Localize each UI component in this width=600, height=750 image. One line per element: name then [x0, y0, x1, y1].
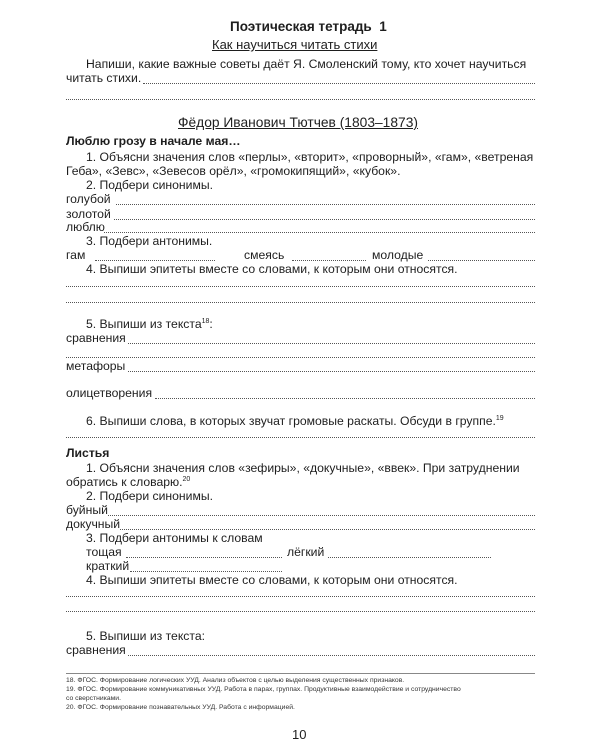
answer-line[interactable]	[66, 99, 535, 100]
section1-task4: 4. Выпиши эпитеты вместе со словами, к которым они относятся.	[86, 262, 458, 276]
footnote-ref: 19	[495, 415, 504, 422]
task5-colon: :	[209, 317, 213, 331]
answer-line[interactable]	[114, 219, 535, 220]
answer-line[interactable]	[66, 611, 535, 612]
section2-title: Листья	[66, 446, 110, 460]
section1-task3: 3. Подбери антонимы.	[86, 234, 213, 248]
antonym-word-kratky: краткий	[86, 559, 130, 573]
answer-line[interactable]	[128, 343, 535, 344]
title-text: Поэтическая тетрадь	[230, 19, 372, 34]
antonym-word-legky: лёгкий	[287, 545, 325, 559]
answer-line[interactable]	[120, 529, 535, 530]
antonym-word-1: гам	[66, 248, 86, 262]
footnote-19: 19. ФГОС. Формирование коммуникативных УУД. Работа в парах, группах. Продуктивные взаимодействие и сотрудничество	[66, 686, 461, 693]
section2-task1-line2	[66, 475, 190, 489]
intro-task-line1: Напиши, какие важные советы даёт Я. Смоленский тому, кто хочет научиться	[86, 57, 527, 71]
answer-line[interactable]	[143, 83, 535, 84]
answer-line[interactable]	[66, 357, 535, 358]
answer-line[interactable]	[104, 232, 535, 233]
answer-line[interactable]	[428, 260, 535, 261]
section1-task2: 2. Подбери синонимы.	[86, 178, 213, 192]
section1-task1-line2: Геба», «Зевс», «Зевесов орёл», «громокипящий», «кубок».	[66, 164, 401, 178]
task6-text: 6. Выпиши слова, в которых звучат громовые раскаты. Обсуди в группе.	[86, 414, 496, 428]
page-number: 10	[292, 727, 307, 742]
task1-line2-text: обратись к словарю.	[66, 475, 183, 489]
answer-line[interactable]	[95, 260, 215, 261]
antonym-word-toshchaya: тощая	[86, 545, 122, 559]
section2-task2: 2. Подбери синонимы.	[86, 489, 213, 503]
footnote-divider	[66, 673, 535, 674]
footnote-ref: 18	[201, 318, 210, 325]
title-number: 1	[379, 19, 387, 34]
answer-line[interactable]	[66, 302, 535, 303]
footnote-ref: 20	[182, 476, 191, 483]
antonym-word-3: молодые	[372, 248, 424, 262]
section1-task6	[86, 414, 504, 428]
footnote-19-cont: со сверстниками.	[66, 695, 121, 702]
section1-task1-line1: 1. Объясни значения слов «перлы», «вторит», «проворный», «гам», «ветреная	[86, 150, 534, 164]
answer-line[interactable]	[130, 571, 282, 572]
answer-line[interactable]	[128, 371, 535, 372]
footnote-18: 18. ФГОС. Формирование логических УУД. Анализ объектов с целью выделения существенных признаков.	[66, 677, 405, 684]
section2-task1-line1: 1. Объясни значения слов «зефиры», «докучные», «ввек». При затруднении	[86, 461, 520, 475]
synonym-word-2: золотой	[66, 207, 111, 221]
synonym-word-1: голубой	[66, 192, 111, 206]
synonym-word-dokuchny: докучный	[66, 517, 121, 531]
personification-label: олицетворения	[66, 386, 153, 400]
answer-line[interactable]	[155, 398, 535, 399]
page-title	[230, 20, 387, 34]
answer-line[interactable]	[66, 437, 535, 438]
section2-comparisons-label: сравнения	[66, 643, 126, 657]
answer-line[interactable]	[128, 655, 535, 656]
answer-line[interactable]	[328, 557, 491, 558]
synonym-word-3: люблю	[66, 220, 105, 234]
answer-line[interactable]	[292, 260, 366, 261]
section2-task3: 3. Подбери антонимы к словам	[86, 531, 263, 545]
answer-line[interactable]	[66, 596, 535, 597]
task5-text: 5. Выпиши из текста	[86, 317, 202, 331]
section2-task5: 5. Выпиши из текста:	[86, 629, 205, 643]
synonym-word-buiny: буйный	[66, 503, 108, 517]
answer-line[interactable]	[66, 286, 535, 287]
answer-line[interactable]	[126, 557, 282, 558]
answer-line[interactable]	[108, 515, 535, 516]
section1-title: Люблю грозу в начале мая…	[66, 134, 241, 148]
section1-task5	[86, 317, 213, 331]
intro-task-line2: читать стихи.	[66, 71, 142, 85]
section2-task4: 4. Выпиши эпитеты вместе со словами, к которым они относятся.	[86, 573, 458, 587]
footnote-20: 20. ФГОС. Формирование познавательных УУД. Работа с информацией.	[66, 704, 295, 711]
comparisons-label: сравнения	[66, 331, 126, 345]
antonym-word-2: смеясь	[244, 248, 285, 262]
metaphors-label: метафоры	[66, 359, 126, 373]
author-heading: Фёдор Иванович Тютчев (1803–1873)	[178, 115, 418, 130]
answer-line[interactable]	[116, 204, 535, 205]
page-subtitle: Как научиться читать стихи	[212, 37, 378, 52]
